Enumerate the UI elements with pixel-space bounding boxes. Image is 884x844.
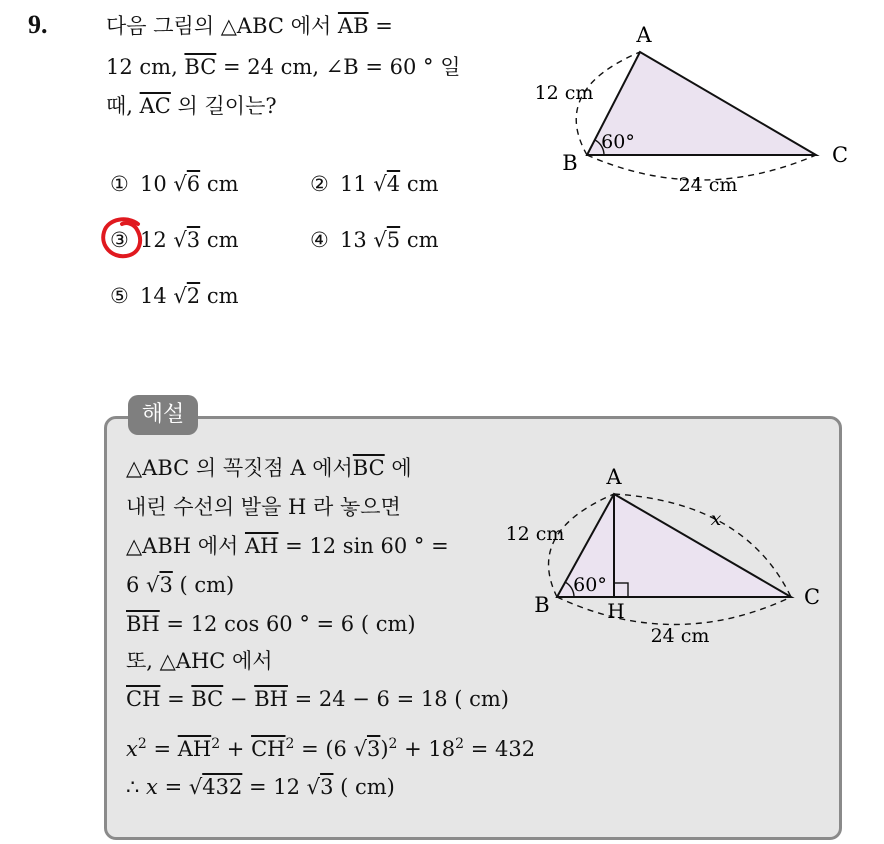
choice-number: ③ <box>110 228 129 252</box>
solution-text: = <box>146 737 178 761</box>
question-text: 다음 그림의 △ABC 에서 <box>106 14 338 38</box>
segment-ch: $\overline{CH}$ <box>251 737 286 761</box>
sqrt-icon: √ <box>353 737 367 761</box>
choice-coefficient: 13 <box>340 228 374 252</box>
solution-line-4 <box>126 575 234 596</box>
segment-bh: $\overline{BH}$ <box>126 612 160 636</box>
sqrt-icon: √ <box>373 228 387 252</box>
choice-coefficient: 11 <box>340 172 374 196</box>
angle-label-b: 60° <box>573 574 607 596</box>
vertex-label-a: A <box>636 23 652 47</box>
solution-text: = (6 <box>294 737 354 761</box>
segment-bc: $\overline{BC}$ <box>352 456 385 480</box>
segment-ah: $\overline{AH}$ <box>177 737 212 761</box>
solution-text: 에 <box>384 456 412 480</box>
solution-text: = 12 sin 60 ° = <box>278 534 449 558</box>
segment-ab: $\overline{AB}$ <box>337 14 369 38</box>
question-text: = 24 cm, ∠B = 60 ° 일 <box>216 55 461 79</box>
variable-x: x <box>146 775 158 799</box>
choice-coefficient: 10 <box>140 172 174 196</box>
segment-bc: $\overline{BC}$ <box>184 55 217 79</box>
segment-ah: $\overline{AH}$ <box>244 534 279 558</box>
solution-text: − <box>223 687 255 711</box>
question-line-1 <box>106 16 393 37</box>
choice-number: ④ <box>310 228 329 252</box>
vertex-label-a: A <box>606 465 622 489</box>
sqrt-icon: √ <box>173 172 187 196</box>
segment-ac: $\overline{AC}$ <box>139 94 171 118</box>
choice-radicand: 2 <box>186 284 201 308</box>
segment-bh: $\overline{BH}$ <box>254 687 288 711</box>
segment-bc: $\overline{BC}$ <box>191 687 224 711</box>
exponent: 2 <box>211 736 221 752</box>
question-text: 때, <box>106 94 140 118</box>
choice-4[interactable] <box>310 228 439 252</box>
solution-text: + 18 <box>397 737 456 761</box>
question-number: 9. <box>28 10 48 39</box>
solution-line-2: 내린 수선의 발을 H 라 놓으면 <box>126 495 401 519</box>
exponent: 2 <box>455 736 465 752</box>
radicand: 3 <box>366 737 381 761</box>
choice-2[interactable] <box>310 172 439 196</box>
solution-line-5 <box>126 614 416 635</box>
solution-text: △ABH 에서 <box>126 534 245 558</box>
side-label-ab: 12 cm <box>505 523 565 545</box>
solution-tag: 해설 <box>128 395 198 435</box>
variable-x: x <box>126 737 138 761</box>
side-label-ac: x <box>710 508 722 530</box>
sqrt-icon: √ <box>173 284 187 308</box>
choice-unit: cm <box>200 228 239 252</box>
vertex-label-c: C <box>803 585 821 609</box>
choice-coefficient: 14 <box>140 284 174 308</box>
solution-line-7 <box>126 689 509 710</box>
sqrt-icon: √ <box>173 228 187 252</box>
vertex-label-b: B <box>534 593 550 617</box>
solution-text: △ABC 의 꼭짓점 A 에서 <box>126 456 353 480</box>
choice-radicand: 6 <box>186 172 201 196</box>
exponent: 2 <box>285 736 295 752</box>
triangle-figure <box>520 20 870 200</box>
therefore-symbol: ∴ <box>126 775 147 799</box>
choice-number: ② <box>310 172 329 196</box>
choice-unit: cm <box>400 172 439 196</box>
question-text: 12 cm, <box>106 55 185 79</box>
angle-label-b: 60° <box>601 131 635 153</box>
sqrt-icon: √ <box>373 172 387 196</box>
choice-coefficient: 12 <box>140 228 174 252</box>
sqrt-icon: √ <box>306 775 321 799</box>
solution-text: = 12 <box>242 775 307 799</box>
question-line-3 <box>106 96 277 117</box>
radicand: 432 <box>202 775 243 799</box>
solution-text: = <box>160 687 192 711</box>
solution-text: = <box>157 775 189 799</box>
vertex-label-c: C <box>831 143 849 167</box>
solution-text: ) <box>380 737 389 761</box>
solution-text: ( cm) <box>333 775 395 799</box>
solution-text: ( cm) <box>172 573 235 597</box>
side-label-bc: 24 cm <box>678 174 738 196</box>
exponent: 2 <box>137 736 147 752</box>
solution-text: = 12 cos 60 ° = 6 ( cm) <box>159 612 416 636</box>
side-label-ab: 12 cm <box>534 82 594 104</box>
solution-text: + <box>220 737 252 761</box>
solution-line-8 <box>126 737 535 760</box>
question-text: = <box>368 14 393 38</box>
choice-unit: cm <box>400 228 439 252</box>
solution-line-3 <box>126 536 449 557</box>
vertex-label-b: B <box>562 151 578 175</box>
segment-ch: $\overline{CH}$ <box>126 687 161 711</box>
choice-number: ⑤ <box>110 284 129 308</box>
choice-5[interactable] <box>110 284 239 308</box>
sqrt-icon: √ <box>146 573 160 597</box>
choice-radicand: 5 <box>386 228 401 252</box>
vertex-label-h: H <box>607 599 625 623</box>
choice-radicand: 3 <box>186 228 201 252</box>
radicand: 3 <box>159 573 173 597</box>
solution-line-6: 또, △AHC 에서 <box>126 649 273 673</box>
choice-unit: cm <box>200 284 239 308</box>
side-label-bc: 24 cm <box>650 625 710 647</box>
solution-text: = 432 <box>464 737 536 761</box>
solution-triangle-figure <box>490 462 830 652</box>
dashed-arc-bc <box>557 597 791 625</box>
choice-1[interactable] <box>110 172 239 196</box>
exponent: 2 <box>388 736 398 752</box>
sqrt-icon: √ <box>188 775 203 799</box>
radicand: 3 <box>320 775 334 799</box>
solution-line-9 <box>126 777 395 798</box>
solution-text: 6 <box>126 573 147 597</box>
choice-unit: cm <box>200 172 239 196</box>
solution-line-1 <box>126 458 412 479</box>
question-line-2 <box>106 57 461 78</box>
choice-radicand: 4 <box>386 172 401 196</box>
answer-circle-icon <box>98 214 150 264</box>
solution-text: = 24 − 6 = 18 ( cm) <box>287 687 509 711</box>
choice-number: ① <box>110 172 129 196</box>
question-text: 의 길이는? <box>170 94 277 118</box>
